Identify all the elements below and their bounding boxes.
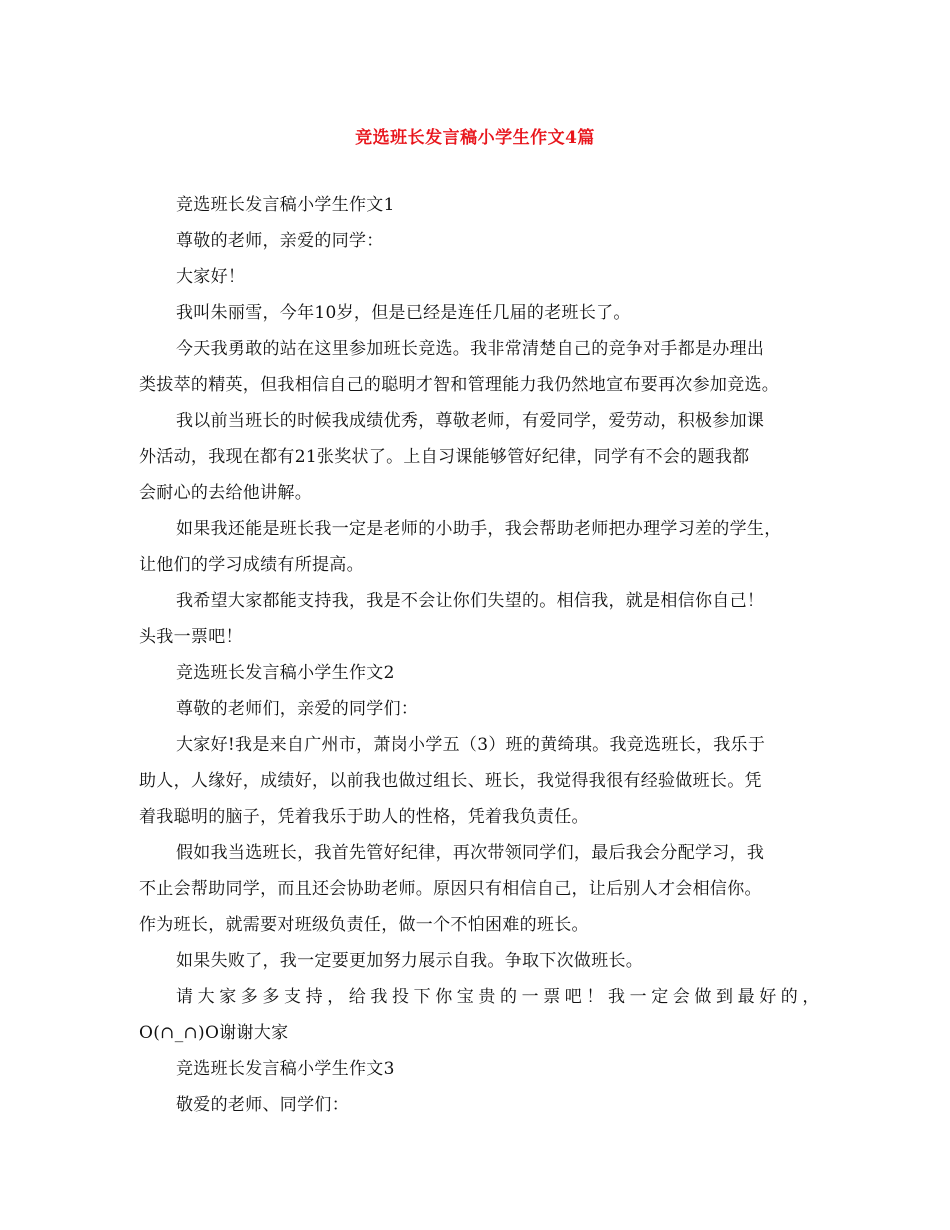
essay-heading: 竞选班长发言稿小学生作文2 <box>176 663 395 683</box>
paragraph-line: 大家好！ <box>176 267 246 287</box>
paragraph-line: 不止会帮助同学，而且还会协助老师。原因只有相信自己，让后别人才会相信你。 <box>139 879 762 899</box>
paragraph-line: 假如我当选班长，我首先管好纪律，再次带领同学们，最后我会分配学习，我 <box>176 843 765 863</box>
paragraph-line: 敬爱的老师、同学们： <box>176 1095 349 1115</box>
paragraph-line: 尊敬的老师，亲爱的同学： <box>176 231 384 251</box>
paragraph-line: 尊敬的老师们，亲爱的同学们： <box>176 699 419 719</box>
essay-heading: 竞选班长发言稿小学生作文3 <box>176 1059 395 1079</box>
paragraph-line: 如果我还能是班长我一定是老师的小助手，我会帮助老师把办理学习差的学生， <box>176 519 782 539</box>
paragraph-line: 着我聪明的脑子，凭着我乐于助人的性格，凭着我负责任。 <box>139 807 589 827</box>
paragraph-line: 今天我勇敢的站在这里参加班长竞选。我非常清楚自己的竞争对手都是办理出 <box>176 339 765 359</box>
paragraph-line: 大家好!我是来自广州市，萧岗小学五（3）班的黄绮琪。我竞选班长，我乐于 <box>176 735 766 755</box>
paragraph-line: 头我一票吧！ <box>139 627 243 647</box>
paragraph-line: 我以前当班长的时候我成绩优秀，尊敬老师，有爱同学，爱劳动，积极参加课 <box>176 411 765 431</box>
paragraph-line: 作为班长，就需要对班级负责任，做一个不怕困难的班长。 <box>139 915 589 935</box>
document-body <box>139 187 829 1123</box>
paragraph-line: 外活动，我现在都有21张奖状了。上自习课能够管好纪律，同学有不会的题我都 <box>139 447 750 467</box>
paragraph-line: 我叫朱丽雪，今年10岁，但是已经是连任几届的老班长了。 <box>176 303 631 323</box>
paragraph-line: 助人，人缘好，成绩好，以前我也做过组长、班长，我觉得我很有经验做班长。凭 <box>139 771 762 791</box>
paragraph-line: 如果失败了，我一定要更加努力展示自我。争取下次做班长。 <box>176 951 644 971</box>
paragraph-line: O(∩_∩)O谢谢大家 <box>139 1023 289 1043</box>
document-title: 竞选班长发言稿小学生作文4篇 <box>355 128 595 148</box>
paragraph-line: 会耐心的去给他讲解。 <box>139 483 312 503</box>
paragraph-line: 请大家多多支持，给我投下你宝贵的一票吧！我一定会做到最好的， <box>176 987 824 1007</box>
paragraph-line: 我希望大家都能支持我，我是不会让你们失望的。相信我，就是相信你自己！ <box>176 591 765 611</box>
paragraph-line: 类拔萃的精英，但我相信自己的聪明才智和管理能力我仍然地宣布要再次参加竞选。 <box>139 375 780 395</box>
essay-heading: 竞选班长发言稿小学生作文1 <box>176 195 395 215</box>
paragraph-line: 让他们的学习成绩有所提高。 <box>139 555 364 575</box>
